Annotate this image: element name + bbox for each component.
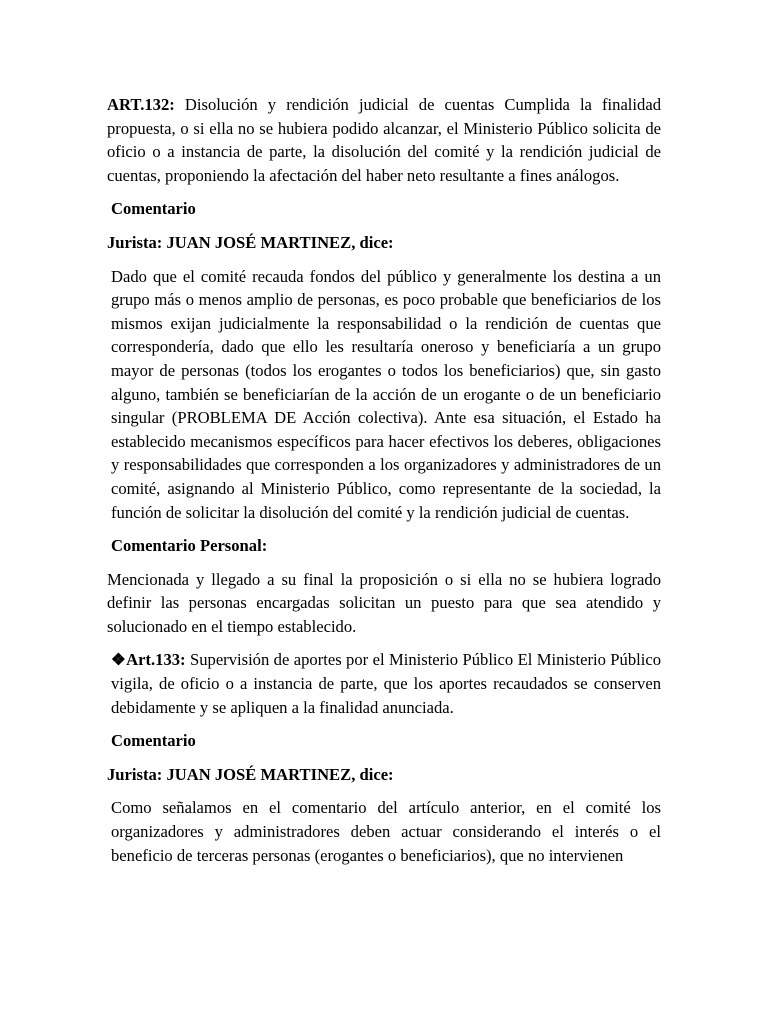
comment-text-1: Dado que el comité recauda fondos del público y generalmente los destina a un grupo más o menos amplio de personas, es poco probable que beneficiarios de los mismos exijan judicialmente la responsabilidad o la rendición de cuentas que correspondería, dado que ello les resultaría oneroso y beneficiaría a un grupo mayor de personas (todos los erogantes o todos los beneficiarios) que, sin gasto alguno, también se beneficiarían de la acción de un erogante o de un beneficiario singular (PROBLEMA DE Acción colectiva). Ante esa situación, el Estado ha establecido mecanismos específicos para hacer efectivos los deberes, obligaciones y responsabilidades que corresponden a los organizadores y administradores de un comité, asignando al Ministerio Público, como representante de la sociedad, la función de solicitar la disolución del comité y la rendición judicial de cuentas. (111, 266, 661, 522)
comment-heading-1: Comentario (111, 199, 196, 219)
comment-text-2: Como señalamos en el comentario del artículo anterior, en el comité los organizadores y administradores deben actuar considerando el interés o el beneficio de terceras personas (erogantes o beneficiarios), que no intervienen (111, 798, 661, 865)
article-133-text: Supervisión de aportes por el Ministerio Público El Ministerio Público vigila, de oficio o a instancia de parte, que los aportes recaudados se conserven debidamente y se apliquen a la finalidad anunciada. (111, 650, 661, 717)
article-132-label: ART.132: (107, 95, 175, 114)
article-133-label: Art.133: (126, 650, 186, 670)
jurist-line-2: Jurista: JUAN JOSÉ MARTINEZ, dice: (107, 764, 394, 784)
document-page (107, 93, 661, 877)
diamond-bullet-icon: ❖ (111, 650, 127, 670)
personal-comment-heading: Comentario Personal: (111, 536, 268, 556)
jurist-line-1: Jurista: JUAN JOSÉ MARTINEZ, dice: (107, 232, 394, 252)
article-133-paragraph (107, 648, 661, 719)
comment-heading-2: Comentario (111, 731, 196, 751)
article-132-paragraph (107, 93, 661, 187)
article-132-text: Disolución y rendición judicial de cuentas Cumplida la finalidad propuesta, o si ella no se hubiera podido alcanzar, el Ministerio Público solicita de oficio o a instancia de parte, la disolución del comité y la rendición judicial de cuentas, proponiendo la afectación del haber neto resultante a fines análogos. (107, 95, 661, 185)
personal-comment-text: Mencionada y llegado a su final la proposición o si ella no se hubiera logrado definir las personas encargadas solicitan un puesto para que sea atendido y solucionado en el tiempo establecido. (107, 569, 661, 636)
